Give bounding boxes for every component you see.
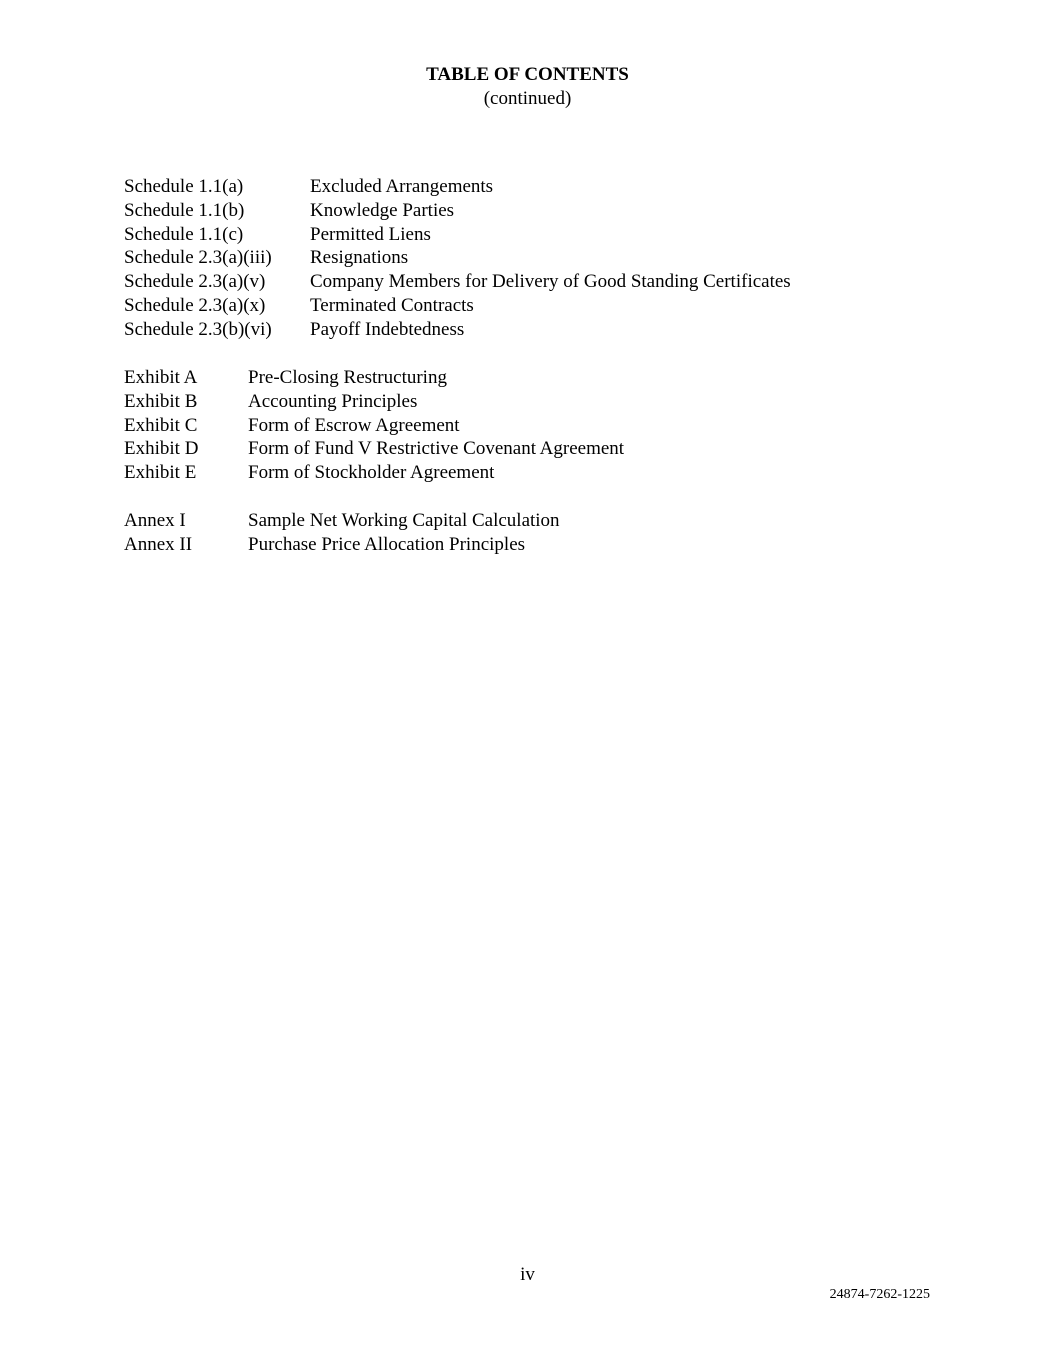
toc-description: Excluded Arrangements [310, 176, 494, 197]
toc-description: Company Members for Delivery of Good Standing Certificates [310, 271, 791, 293]
toc-description: Knowledge Parties [310, 199, 455, 221]
toc-label: Schedule 1.1(b) [124, 199, 245, 221]
toc-description: Pre-Closing Restructuring [248, 367, 447, 388]
toc-description: Resignations [310, 247, 409, 269]
toc-label: Exhibit A [124, 367, 198, 388]
page-subtitle: (continued) [483, 88, 572, 109]
toc-label: Schedule 2.3(a)(x) [124, 294, 266, 316]
toc-label: Schedule 2.3(b)(vi) [124, 318, 272, 340]
toc-label: Schedule 2.3(a)(iii) [124, 247, 272, 269]
document-id: 24874-7262-1225 [829, 1287, 930, 1302]
toc-description: Form of Fund V Restrictive Covenant Agreement [248, 438, 625, 460]
toc-label: Schedule 2.3(a)(v) [124, 271, 266, 293]
toc-description: Form of Escrow Agreement [248, 414, 460, 436]
toc-description: Purchase Price Allocation Principles [248, 533, 526, 555]
toc-label: Exhibit B [124, 390, 198, 412]
toc-description: Permitted Liens [310, 223, 431, 245]
toc-description: Terminated Contracts [310, 294, 474, 316]
toc-description: Sample Net Working Capital Calculation [248, 510, 560, 531]
toc-label: Schedule 1.1(c) [124, 223, 244, 245]
toc-description: Payoff Indebtedness [310, 318, 465, 340]
page-title: TABLE OF CONTENTS [426, 64, 629, 85]
page-number: iv [520, 1264, 535, 1285]
toc-label: Schedule 1.1(a) [124, 176, 244, 197]
toc-label: Annex I [124, 510, 186, 531]
toc-label: Annex II [124, 533, 193, 555]
toc-label: Exhibit C [124, 414, 198, 436]
toc-label: Exhibit D [124, 438, 199, 460]
toc-label: Exhibit E [124, 462, 197, 484]
toc-description: Accounting Principles [248, 390, 418, 412]
toc-description: Form of Stockholder Agreement [248, 462, 495, 484]
